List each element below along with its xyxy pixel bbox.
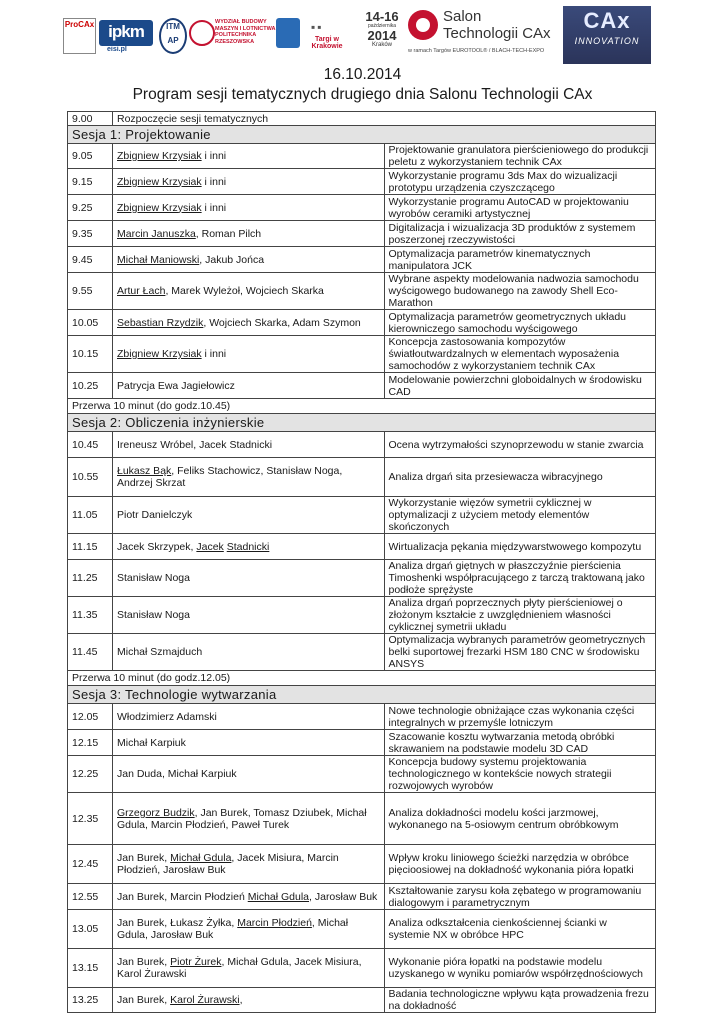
session-header: Sesja 2: Obliczenia inżynierskie	[68, 414, 656, 432]
time-cell: 12.25	[68, 756, 113, 793]
author-text: , Feliks Stachowicz, Stanisław Noga, Andrzej Skrzat	[117, 465, 343, 489]
author-text: , Michał Gdula, Jarosław Buk	[117, 917, 349, 941]
author-text: Jan Burek, Łukasz Żyłka,	[117, 917, 238, 929]
author-text: Patrycja Ewa Jagiełowicz	[117, 379, 235, 392]
presenting-author: Karol Żurawski	[170, 994, 240, 1006]
author-text: i inni	[201, 175, 227, 188]
title-cell: Analiza odkształcenia cienkościennej ścianki w systemie NX w obróbce HPC	[384, 910, 656, 949]
authors-cell	[113, 634, 385, 671]
title-cell: Wykorzystanie programu AutoCAD w projektowaniu wyrobów ceramiki artystycznej	[384, 195, 656, 221]
event-year: 2014	[367, 28, 397, 43]
presenting-author: Jacek	[196, 540, 224, 553]
title-cell: Analiza drgań giętnych w płaszczyźnie pierścienia Timoshenki współpracującego z tarczą traktowaną jako podłoże sprężyste	[384, 560, 656, 597]
time-cell: 10.55	[68, 458, 113, 497]
time-cell: 10.45	[68, 432, 113, 458]
presenting-author: Michał Gdula	[247, 890, 310, 903]
table-row	[68, 169, 656, 195]
table-row	[68, 634, 656, 671]
presenting-author: Zbigniew Krzysiak	[117, 348, 202, 360]
table-row	[68, 458, 656, 497]
table-row	[68, 534, 656, 560]
authors-cell	[113, 793, 385, 845]
authors-cell	[113, 756, 385, 793]
university-emblem-icon	[276, 18, 300, 48]
title-cell: Ocena wytrzymałości szynoprzewodu w stanie zwarcia	[384, 432, 656, 458]
title-cell: Optymalizacja parametrów geometrycznych układu kierowniczego samochodu wyścigowego	[384, 310, 656, 336]
author-text: Włodzimierz Adamski	[117, 710, 217, 723]
presenting-author: Michał Maniowski	[117, 253, 200, 266]
authors-cell	[113, 884, 385, 910]
title-cell: Wykonanie pióra łopatki na podstawie modelu uzyskanego w wyniku pomiarów współrzędnościowych	[384, 949, 656, 988]
author-text: , Roman Pilch	[195, 227, 262, 240]
table-row	[68, 195, 656, 221]
presenting-author: Marcin Płodzień	[237, 917, 312, 929]
title-cell: Kształtowanie zarysu koła zębatego w programowaniu dialogowym i parametrycznym	[384, 884, 656, 910]
time-cell: 12.15	[68, 730, 113, 756]
author-text: ,	[239, 994, 243, 1006]
itmap-logo: ITM AP	[159, 18, 187, 54]
table-row	[68, 273, 656, 310]
table-row	[68, 144, 656, 169]
wbmil-emblem-icon	[189, 20, 215, 46]
table-row	[68, 336, 656, 373]
table-row	[68, 560, 656, 597]
presenting-author: Stadnicki	[226, 540, 270, 553]
presenting-author: Grzegorz Budzik	[117, 806, 195, 819]
table-row	[68, 221, 656, 247]
authors-cell	[113, 560, 385, 597]
break-row	[68, 671, 656, 686]
session-header: Sesja 1: Projektowanie	[68, 126, 656, 144]
event-city: Kraków	[371, 42, 392, 48]
author-text: , Jan Burek, Tomasz Dziubek, Michał Gdula, Marcin Płodzień, Paweł Turek	[117, 806, 367, 831]
document-title: Program sesji tematycznych drugiego dnia Salonu Technologii CAx	[132, 86, 593, 103]
title-cell: Koncepcja budowy systemu projektowania technologicznego w kontekście nowych strategii rozwojowych wyrobów	[384, 756, 656, 793]
title-cell: Nowe technologie obniżające czas wykonania części integralnych w przemyśle lotniczym	[384, 704, 656, 730]
presenting-author: Michał Gdula	[170, 852, 232, 864]
time-cell: 10.05	[68, 310, 113, 336]
time-cell: 9.25	[68, 195, 113, 221]
session-header: Sesja 3: Technologie wytwarzania	[68, 686, 656, 704]
presenting-author: Piotr Żurek	[170, 956, 222, 968]
break-row	[68, 399, 656, 414]
time-cell: 11.45	[68, 634, 113, 671]
time-cell: 9.15	[68, 169, 113, 195]
authors-cell	[113, 273, 385, 310]
authors-cell	[113, 432, 385, 458]
title-cell: Wirtualizacja pękania międzywarstwowego kompozytu	[384, 534, 656, 560]
authors-cell	[113, 336, 385, 373]
author-text: i inni	[201, 201, 227, 214]
table-row	[68, 247, 656, 273]
title-cell: Optymalizacja parametrów kinematycznych manipulatora JCK	[384, 247, 656, 273]
break-note: Przerwa 10 minut (do godz.10.45)	[68, 399, 656, 414]
table-row	[68, 793, 656, 845]
ipkm-logo-sub: eisi.pl	[107, 46, 127, 53]
salon-logo	[443, 8, 551, 42]
time-cell: 10.25	[68, 373, 113, 399]
author-text: Michał Karpiuk	[117, 736, 186, 749]
time-cell: 9.05	[68, 144, 113, 169]
time-cell: 13.05	[68, 910, 113, 949]
table-row	[68, 112, 656, 126]
title-cell: Rozpoczęcie sesji tematycznych	[113, 112, 656, 126]
title-cell: Badania technologiczne wpływu kąta prowadzenia frezu na dokładność	[384, 988, 656, 1013]
time-cell: 11.25	[68, 560, 113, 597]
author-text: , Marek Wyleżoł, Wojciech Skarka	[165, 285, 324, 297]
procax-logo	[63, 18, 96, 54]
authors-cell	[113, 949, 385, 988]
time-cell: 11.15	[68, 534, 113, 560]
procax-logo-text: ProCAx	[64, 20, 95, 29]
authors-cell	[113, 597, 385, 634]
presenting-author: Marcin Januszka	[117, 227, 196, 240]
author-text: Ireneusz Wróbel, Jacek Stadnicki	[117, 438, 273, 451]
table-row	[68, 845, 656, 884]
wbmil-logo-text: WYDZIAŁ BUDOWY MASZYN I LOTNICTWA POLITECHNIKA RZESZOWSKA	[215, 19, 276, 45]
authors-cell	[113, 247, 385, 273]
ipkm-logo: ipkm	[99, 20, 153, 46]
time-cell: 12.45	[68, 845, 113, 884]
break-note: Przerwa 10 minut (do godz.12.05)	[68, 671, 656, 686]
time-cell: 12.55	[68, 884, 113, 910]
author-text: Jan Burek,	[117, 994, 171, 1006]
table-row	[68, 884, 656, 910]
authors-cell	[113, 169, 385, 195]
table-row	[68, 497, 656, 534]
session-header-row	[68, 414, 656, 432]
table-row	[68, 730, 656, 756]
cax-innovation-logo	[563, 6, 651, 64]
targi-logo: Targi w Krakowie	[311, 36, 343, 50]
time-cell: 9.35	[68, 221, 113, 247]
event-days: 14-16	[365, 9, 399, 24]
author-text: Jan Duda, Michał Karpiuk	[117, 768, 237, 780]
presenting-author: Zbigniew Krzysiak	[117, 150, 202, 162]
table-row	[68, 310, 656, 336]
salon-line1: Salon	[443, 8, 482, 25]
author-text: , Jakub Jońca	[199, 253, 265, 266]
title-cell: Optymalizacja wybranych parametrów geometrycznych belki suportowej frezarki HSM 180 CNC w środowisku ANSYS	[384, 634, 656, 671]
title-cell: Wykorzystanie programu 3ds Max do wizualizacji prototypu urządzenia czyszczącego	[384, 169, 656, 195]
author-text: , Jarosław Buk	[309, 890, 378, 903]
time-cell: 13.15	[68, 949, 113, 988]
time-cell: 11.35	[68, 597, 113, 634]
document-date: 16.10.2014	[323, 66, 402, 83]
author-text: i inni	[201, 150, 227, 162]
salon-emblem-icon	[408, 10, 438, 40]
author-text: Michał Szmajduch	[117, 646, 203, 658]
table-row	[68, 597, 656, 634]
title-cell: Szacowanie kosztu wytwarzania metodą obróbki skrawaniem na podstawie modelu 3D CAD	[384, 730, 656, 756]
author-text: Jan Burek, Marcin Płodzień	[117, 890, 248, 903]
authors-cell	[113, 534, 385, 560]
authors-cell	[113, 195, 385, 221]
author-text: , Wojciech Skarka, Adam Szymon	[203, 316, 361, 329]
time-cell: 10.15	[68, 336, 113, 373]
authors-cell	[113, 144, 385, 169]
authors-cell	[113, 988, 385, 1013]
authors-cell	[113, 497, 385, 534]
author-text: i inni	[201, 348, 227, 360]
salon-line2: Technologii CAx	[443, 25, 551, 42]
title-cell: Modelowanie powierzchni globoidalnych w środowisku CAD	[384, 373, 656, 399]
title-cell: Koncepcja zastosowania kompozytów światłoutwardzalnych w elementach wyposażenia samochodów z wykorzystaniem technik CAx	[384, 336, 656, 373]
author-text: Stanisław Noga	[117, 572, 190, 584]
title-cell: Analiza drgań sita przesiewacza wibracyjnego	[384, 458, 656, 497]
authors-cell	[113, 458, 385, 497]
author-text: Stanisław Noga	[117, 609, 190, 621]
authors-cell	[113, 310, 385, 336]
cax-logo-sub: INNOVATION	[574, 36, 640, 46]
presenting-author: Zbigniew Krzysiak	[117, 175, 202, 188]
time-cell: 9.55	[68, 273, 113, 310]
authors-cell	[113, 845, 385, 884]
title-cell: Projektowanie granulatora pierścieniowego do produkcji peletu z wykorzystaniem technik CAx	[384, 144, 656, 169]
authors-cell	[113, 704, 385, 730]
title-cell: Analiza drgań poprzecznych płyty pierścieniowej o złożonym kształcie z uwzględnieniem własności cyklicznej symetrii układu	[384, 597, 656, 634]
event-month: października	[367, 23, 397, 29]
author-text: , Jacek Misiura, Marcin Płodzień, Jarosław Buk	[117, 852, 339, 876]
time-cell: 12.05	[68, 704, 113, 730]
presenting-author: Łukasz Bąk	[117, 465, 172, 477]
author-text: Jan Burek,	[117, 852, 171, 864]
author-text: Jacek Skrzypek,	[117, 540, 197, 553]
title-cell: Analiza dokładności modelu kości jarzmowej, wykonanego na 5-osiowym centrum obróbkowym	[384, 793, 656, 845]
program-table-body	[68, 112, 656, 1013]
header-logos	[63, 6, 651, 66]
title-cell: Wpływ kroku liniowego ścieżki narzędzia w obróbce pięcioosiowej na dokładność wykonania pióra łopatki	[384, 845, 656, 884]
time-cell: 9.00	[68, 112, 113, 126]
table-row	[68, 373, 656, 399]
author-text: Jan Burek,	[117, 956, 171, 968]
session-header-row	[68, 126, 656, 144]
salon-subtitle: w ramach Targów EUROTOOL® / BLACH-TECH-EXPO	[408, 48, 545, 54]
presenting-author: Zbigniew Krzysiak	[117, 201, 202, 214]
time-cell: 9.45	[68, 247, 113, 273]
title-cell: Wybrane aspekty modelowania nadwozia samochodu wyścigowego budowanego na zawody Shell Eco-Marathon	[384, 273, 656, 310]
cax-logo-main: CAx	[583, 8, 631, 33]
program-table	[67, 111, 656, 1013]
table-row	[68, 910, 656, 949]
table-row	[68, 949, 656, 988]
authors-cell	[113, 373, 385, 399]
time-cell: 12.35	[68, 793, 113, 845]
table-row	[68, 756, 656, 793]
title-cell: Wykorzystanie więzów symetrii cyklicznej w optymalizacji z użyciem metody elementów skończonych	[384, 497, 656, 534]
author-text: Piotr Danielczyk	[117, 509, 193, 521]
presenting-author: Sebastian Rzydzik	[117, 316, 204, 329]
authors-cell	[113, 221, 385, 247]
event-date-logo	[363, 10, 401, 48]
presenting-author: Artur Łach	[117, 285, 166, 297]
title-cell: Digitalizacja i wizualizacja 3D produktów z systemem poszerzonej rzeczywistości	[384, 221, 656, 247]
time-cell: 11.05	[68, 497, 113, 534]
authors-cell	[113, 730, 385, 756]
authors-cell	[113, 910, 385, 949]
torgi-mark-icon: ▪▪	[311, 20, 324, 34]
time-cell: 13.25	[68, 988, 113, 1013]
table-row	[68, 988, 656, 1013]
author-text: , Michał Gdula, Jacek Misiura, Karol Żurawski	[117, 956, 362, 980]
table-row	[68, 432, 656, 458]
session-header-row	[68, 686, 656, 704]
table-row	[68, 704, 656, 730]
